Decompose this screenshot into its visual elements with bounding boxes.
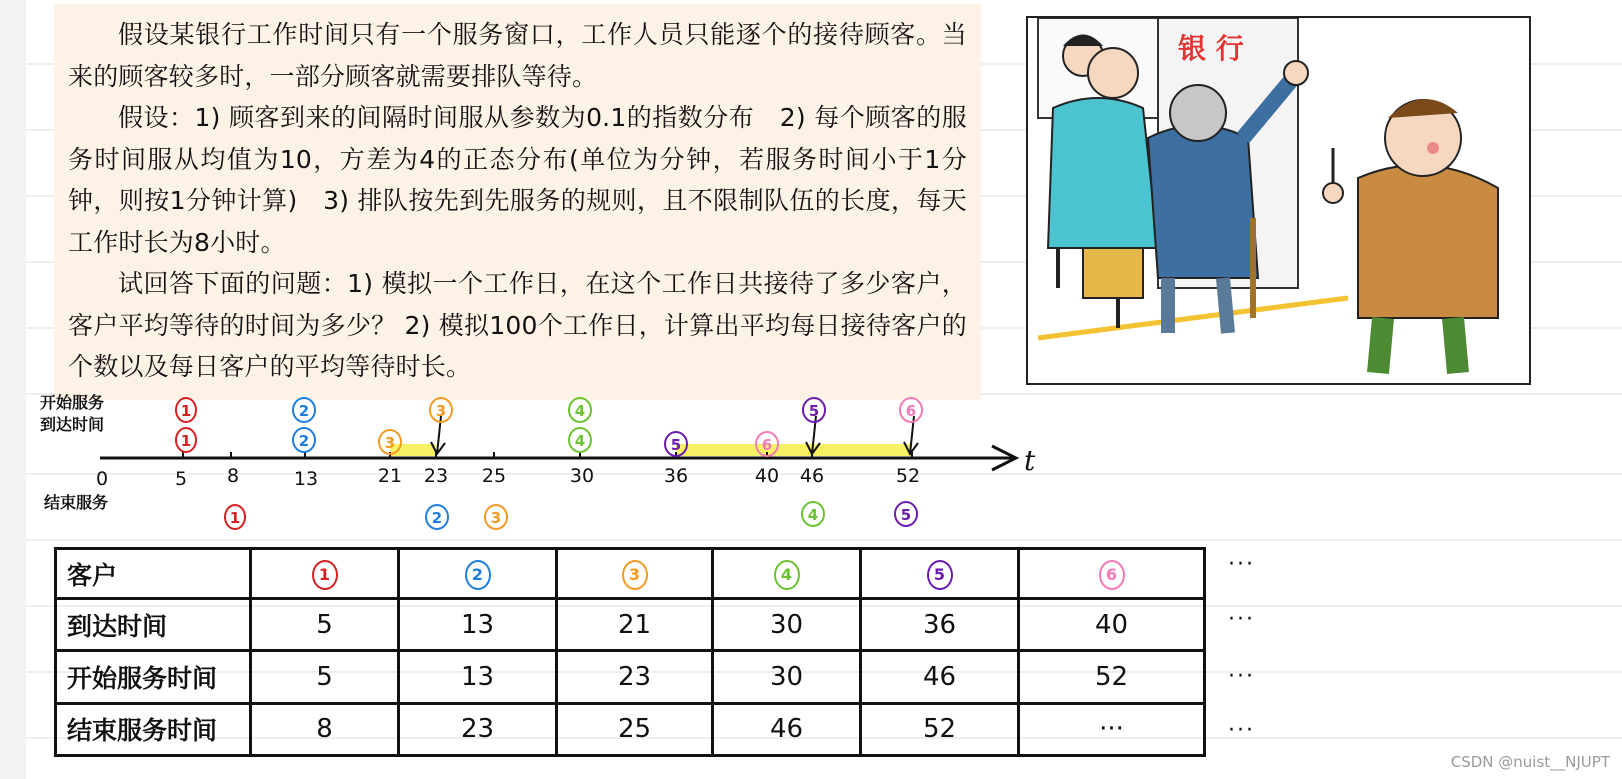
svg-text:1: 1	[180, 432, 192, 450]
table-cell: 5	[251, 599, 399, 651]
wait-highlight-5	[676, 444, 912, 456]
svg-text:3: 3	[435, 402, 447, 420]
svg-text:6: 6	[905, 402, 917, 420]
header-customer-6: 6	[1019, 549, 1205, 599]
tick-label: 5	[174, 468, 188, 490]
table-cell: 13	[399, 651, 557, 703]
svg-text:2: 2	[298, 402, 310, 420]
marker-start-c5	[803, 398, 825, 422]
table-header-row	[56, 549, 1205, 599]
tick-label: 13	[293, 468, 319, 490]
tick-label: 30	[569, 465, 595, 487]
table-cell: 25	[557, 703, 713, 755]
table-cell: 30	[713, 599, 861, 651]
table-cell: 52	[861, 703, 1019, 755]
label-arrival-time: 到达时间	[40, 415, 105, 434]
marker-end-c4	[802, 502, 824, 526]
table-cell: 36	[861, 599, 1019, 651]
watermark: CSDN @nuist__NJUPT	[1450, 753, 1610, 771]
svg-text:2: 2	[298, 432, 310, 450]
svg-text:3: 3	[384, 434, 396, 452]
table-cell: 21	[557, 599, 713, 651]
header-customer-4: 4	[713, 549, 861, 599]
svg-text:2: 2	[431, 509, 443, 527]
ellipsis-row-arrival: ···	[1228, 607, 1255, 632]
marker-arrival-c4	[569, 428, 591, 452]
tick-label: 52	[895, 465, 921, 487]
tick-label: 46	[799, 465, 825, 487]
problem-paragraph-assumptions: 假设：1) 顾客到来的间隔时间服从参数为0.1的指数分布 2) 每个顾客的服务时间服从均值为10，方差为4的正态分布(单位为分钟，若服务时间小于1分钟，则按1分钟计算) 3) 排队按先到先服务的规则，且不限制队伍的长度，每天工作时长为8小时。	[68, 103, 967, 257]
tick-label: 8	[226, 465, 240, 487]
marker-start-c3	[430, 398, 452, 422]
label-start-service: 开始服务	[40, 393, 105, 412]
bank-queue-illustration	[1026, 16, 1531, 385]
table-row	[56, 599, 1205, 651]
svg-text:5: 5	[670, 436, 682, 454]
tick-label: 23	[423, 465, 449, 487]
svg-text:3: 3	[490, 509, 502, 527]
marker-start-c1	[176, 398, 196, 422]
table-row	[56, 651, 1205, 703]
ellipsis-row-end: ···	[1228, 718, 1255, 743]
axis-label-t: t	[1024, 444, 1036, 477]
marker-end-c3	[485, 505, 507, 529]
problem-statement	[54, 4, 981, 400]
marker-end-c5	[895, 502, 917, 526]
marker-end-c2	[426, 505, 448, 529]
tick-label: 40	[754, 465, 780, 487]
marker-arrival-c3	[379, 430, 401, 454]
tick-label: 21	[377, 465, 403, 487]
bank-sign-text: 银 行	[1178, 32, 1244, 65]
row-label-start-service: 开始服务时间	[56, 651, 251, 703]
header-customer-2: 2	[399, 549, 557, 599]
table-cell: 23	[399, 703, 557, 755]
table-cell: 13	[399, 599, 557, 651]
marker-arrival-c2	[293, 428, 315, 452]
svg-text:1: 1	[229, 509, 241, 527]
table-row	[56, 703, 1205, 755]
service-timeline	[0, 390, 1100, 540]
row-label-arrival: 到达时间	[56, 599, 251, 651]
table-cell: 46	[861, 651, 1019, 703]
svg-text:5: 5	[900, 506, 912, 524]
svg-text:4: 4	[807, 506, 819, 524]
ellipsis-row-header: ···	[1228, 552, 1255, 577]
row-label-end-service: 结束服务时间	[56, 703, 251, 755]
marker-start-c6	[900, 398, 922, 422]
marker-end-c1	[225, 505, 245, 529]
table-cell: 8	[251, 703, 399, 755]
tick-label: 0	[95, 468, 109, 490]
header-customer-3: 3	[557, 549, 713, 599]
table-cell: 5	[251, 651, 399, 703]
ellipsis-row-start: ···	[1228, 664, 1255, 689]
table-cell: ···	[1019, 703, 1205, 755]
marker-start-c2	[293, 398, 315, 422]
svg-text:1: 1	[180, 402, 192, 420]
problem-paragraph-intro: 假设某银行工作时间只有一个服务窗口，工作人员只能逐个的接待顾客。当来的顾客较多时，一部分顾客就需要排队等待。	[68, 20, 967, 91]
table-cell: 52	[1019, 651, 1205, 703]
tick-label: 36	[663, 465, 689, 487]
table-cell: 23	[557, 651, 713, 703]
svg-text:4: 4	[574, 432, 586, 450]
svg-text:4: 4	[574, 402, 586, 420]
problem-paragraph-questions: 试回答下面的问题：1) 模拟一个工作日，在这个工作日共接待了多少客户，客户平均等待的时间为多少？ 2) 模拟100个工作日，计算出平均每日接待客户的个数以及每日客户的平均等待时长。	[68, 269, 967, 381]
svg-text:6: 6	[761, 436, 773, 454]
tick-label: 25	[481, 465, 507, 487]
table-cell: 40	[1019, 599, 1205, 651]
table-cell: 46	[713, 703, 861, 755]
label-end-service: 结束服务	[44, 493, 109, 512]
header-customer-5: 5	[861, 549, 1019, 599]
marker-arrival-c1	[176, 428, 196, 452]
customer-table	[54, 547, 1206, 757]
table-cell: 30	[713, 651, 861, 703]
marker-start-c4	[569, 398, 591, 422]
svg-text:5: 5	[808, 402, 820, 420]
header-customer-label: 客户	[56, 549, 251, 599]
header-customer-1: 1	[251, 549, 399, 599]
